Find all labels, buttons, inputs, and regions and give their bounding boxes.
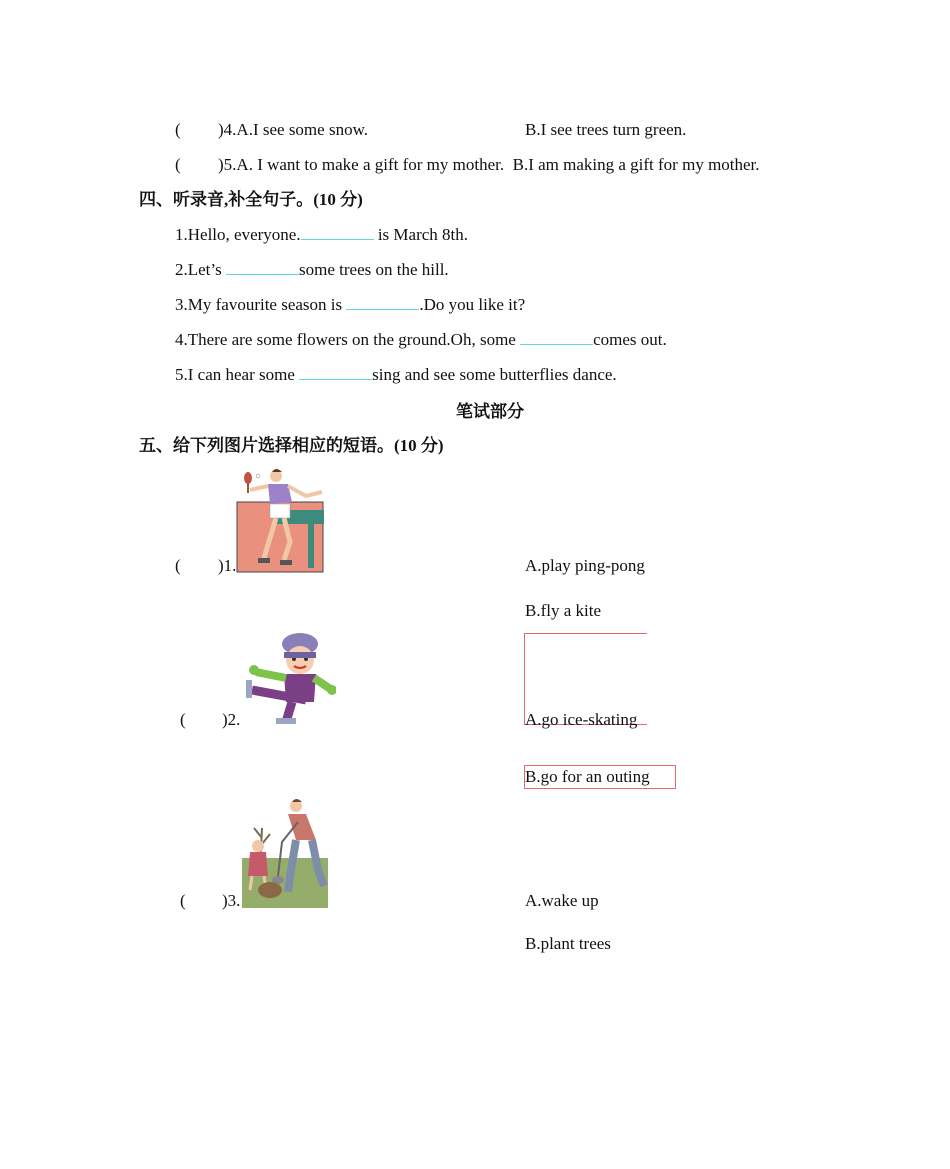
fill-text-after: .Do you like it? (419, 295, 526, 314)
picture-item-2-option-a: A.go ice-skating (525, 710, 638, 729)
picture-item-1-number: )1. (218, 556, 237, 575)
answer-blank[interactable] (520, 330, 593, 345)
picture-item-1-label (175, 556, 181, 576)
fill-item-3 (175, 295, 525, 315)
option-a: A. I want to make a gift for my mother. (236, 155, 505, 174)
answer-paren: ( (175, 155, 181, 174)
question-4-row (175, 120, 181, 140)
answer-blank[interactable] (299, 365, 372, 380)
section-4-title: 四、听录音,补全句子。(10 分) (139, 190, 363, 209)
fill-text-after: is March 8th. (373, 225, 469, 244)
question-4-option-b: B.I see trees turn green. (525, 120, 687, 139)
fill-text-before: 4.There are some flowers on the ground.Oh, some (175, 330, 521, 349)
fill-text-before: 5.I can hear some (175, 365, 300, 384)
fill-text-before: 3.My favourite season is (175, 295, 347, 314)
option-a: A.I see some snow. (236, 120, 368, 139)
answer-paren: ( (180, 710, 186, 729)
picture-item-3-option-a: A.wake up (525, 891, 599, 910)
picture-item-2-label (180, 710, 186, 730)
picture-item-2-option-b: B.go for an outing (525, 767, 650, 786)
question-number: )5. (218, 155, 237, 174)
answer-paren: ( (175, 556, 181, 575)
answer-paren: ( (175, 120, 181, 139)
picture-item-2-number: )2. (222, 710, 241, 729)
answer-blank[interactable] (301, 225, 374, 240)
fill-text-after: some trees on the hill. (299, 260, 449, 279)
question-5-number-options (218, 155, 760, 175)
fill-item-2 (175, 260, 449, 280)
written-part-title: 笔试部分 (456, 402, 524, 421)
fill-text-before: 1.Hello, everyone. (175, 225, 301, 244)
planting-trees-picture (240, 798, 330, 910)
fill-item-4 (175, 330, 667, 350)
ping-pong-picture (236, 466, 326, 574)
picture-item-3-number: )3. (222, 891, 241, 910)
answer-blank[interactable] (226, 260, 299, 275)
question-5-row (175, 155, 181, 175)
ice-skating-picture (242, 632, 336, 730)
picture-item-1-option-a: A.play ping-pong (525, 556, 645, 575)
annotation-box-option-b (524, 765, 676, 789)
fill-text-after: comes out. (593, 330, 667, 349)
picture-item-3-label (180, 891, 186, 911)
answer-paren: ( (180, 891, 186, 910)
fill-text-before: 2.Let’s (175, 260, 226, 279)
section-5-title: 五、给下列图片选择相应的短语。(10 分) (139, 436, 444, 455)
question-number: )4. (218, 120, 237, 139)
picture-item-1-option-b: B.fly a kite (525, 601, 602, 620)
fill-text-after: sing and see some butterflies dance. (372, 365, 617, 384)
fill-item-1 (175, 225, 468, 245)
option-b: B.I am making a gift for my mother. (512, 155, 760, 174)
question-4-number-option-a (218, 120, 368, 140)
answer-blank[interactable] (346, 295, 419, 310)
fill-item-5 (175, 365, 617, 385)
picture-item-3-option-b: B.plant trees (525, 934, 611, 953)
